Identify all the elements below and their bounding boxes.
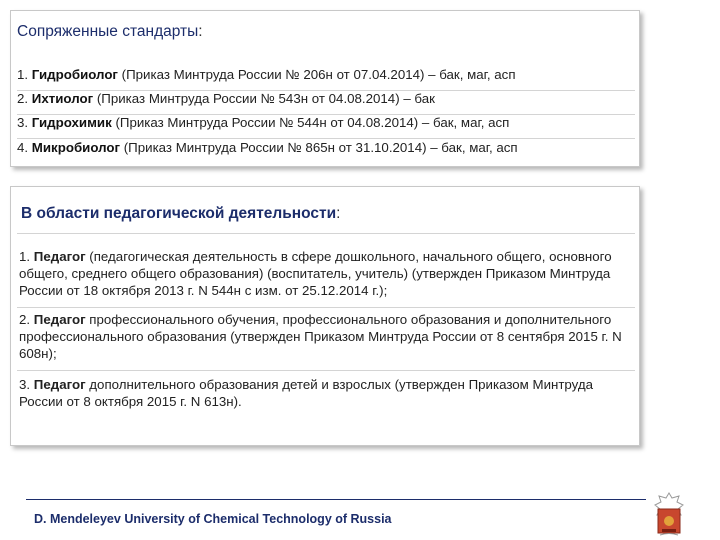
related-standards-panel: [10, 10, 640, 167]
related-standards-heading: Сопряженные стандарты:: [17, 23, 203, 40]
pedagogy-heading: В области педагогической деятельности:: [21, 205, 341, 222]
standard-item-2: 2. Ихтиолог (Приказ Минтруда России № 543н от 04.08.2014) – бак: [17, 91, 435, 106]
item-divider: [17, 307, 635, 308]
footer-divider: [26, 499, 646, 500]
footer-university-name: D. Mendeleyev University of Chemical Technology of Russia: [34, 512, 392, 526]
pedagogy-panel: [10, 186, 640, 446]
standard-item-4: 4. Микробиолог (Приказ Минтруда России № 865н от 31.10.2014) – бак, маг, асп: [17, 140, 518, 155]
pedagogy-item-3: 3. Педагог дополнительного образования детей и взрослых (утвержден Приказом Минтруда России от 8 октября 2015 г. N 613н).: [19, 377, 594, 409]
standard-item-3: 3. Гидрохимик (Приказ Минтруда России № 544н от 04.08.2014) – бак, маг, асп: [17, 115, 510, 130]
pedagogy-item-2: 2. Педагог профессионального обучения, профессионального образования и дополнительного профессионального образования (утвержден Приказом Минтруда России от 8 сентября 2015 г. N 608н);: [19, 312, 622, 361]
standard-item-1: 1. Гидробиолог (Приказ Минтруда России № 206н от 07.04.2014) – бак, маг, асп: [17, 67, 516, 82]
item-divider: [17, 370, 635, 371]
item-divider: [17, 138, 635, 139]
pedagogy-item-1: 1. Педагог (педагогическая деятельность в сфере дошкольного, начального общего, основного общего, среднего общего образования) (воспитатель, учитель) (утвержден Приказом Минтруда России от 18 октября 2013 г. N 544н с изм. от 25.12.2014 г.);: [19, 249, 612, 298]
heading-divider: [17, 233, 635, 234]
university-emblem-icon: [652, 491, 686, 537]
